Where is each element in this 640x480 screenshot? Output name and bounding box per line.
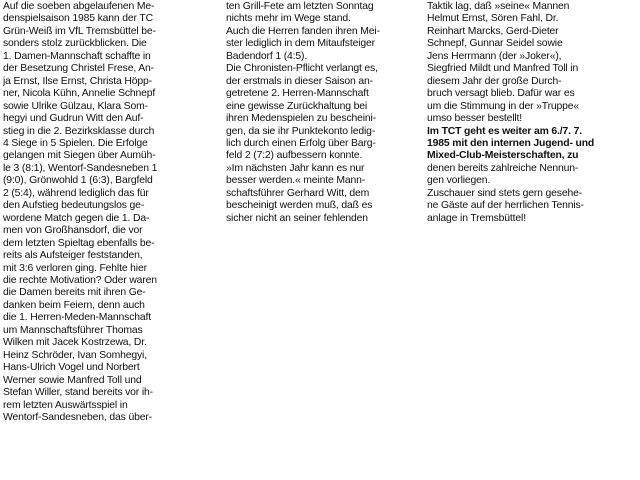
text-line: der Besetzung Christel Frese, An-	[3, 63, 154, 75]
text-line: sonders stolz zurückblicken. Die	[3, 38, 147, 50]
text-line: stieg in die 2. Bezirksklasse durch	[3, 125, 155, 137]
text-line: besser werden.« meinte Mann-	[226, 175, 366, 187]
text-line: die Damen bereits mit ihren Ge-	[3, 287, 146, 299]
text-line: 1985 mit den internen Jugend- und	[427, 137, 595, 149]
text-line: getretene 2. Herren-Mannschaft	[226, 88, 369, 100]
article-column-1	[3, 1, 216, 424]
article-column-2	[226, 1, 434, 225]
text-line: ne Gäste auf der herrlichen Tennis-	[427, 200, 584, 212]
text-line: schaftsführer Gerhard Witt, dem	[226, 187, 370, 199]
text-line: umso besser bestellt!	[427, 113, 523, 125]
text-line: der erstmals in dieser Saison an-	[226, 75, 373, 87]
text-line: rem letzten Auswärtsspiel in	[3, 399, 128, 411]
text-line: Auf die soeben abgelaufenen Me-	[3, 1, 155, 12]
text-line: le 3 (8:1), Wentorf-Sandesneben 1	[3, 162, 158, 174]
text-line: Im TCT geht es weiter am 6./7. 7.	[427, 125, 583, 137]
text-line: ner, Nicola Kühn, Annelie Schnepf	[3, 88, 156, 100]
text-line: Wentorf-Sandesneben, das über-	[3, 411, 152, 423]
text-line: Siegfried Mildt und Manfred Toll in	[427, 63, 579, 75]
text-line: dem letzten Spieltag ebenfalls be-	[3, 237, 155, 249]
text-line: Mixed-Club-Meisterschaften, zu	[427, 150, 579, 162]
text-line: »Im nächsten Jahr kann es nur	[226, 162, 365, 174]
text-line: Die Chronisten-Pflicht verlangt es,	[226, 63, 378, 75]
text-line: sowie Ulrike Gülzau, Klara Som-	[3, 100, 148, 112]
text-line: anlage in Tremsbüttel!	[427, 212, 526, 224]
text-line: wordene Match gegen die 1. Da-	[3, 212, 150, 224]
text-line: Heinz Schröder, Ivan Somhegyi,	[3, 349, 147, 361]
text-line: Reinhart Marcks, Gerd-Dieter	[427, 25, 559, 37]
text-line: bruch versagt blieb. Dafür war es	[427, 88, 575, 100]
text-line: sicher nicht an seiner fehlenden	[226, 212, 368, 224]
text-line: Stefan Willer, stand bereits vor ih-	[3, 387, 153, 399]
text-line: Grün-Weiß im VfL Tremsbüttel be-	[3, 25, 156, 37]
text-line: um Mannschaftsführer Thomas	[3, 324, 143, 336]
text-line: Schnepf, Gunnar Seidel sowie	[427, 38, 563, 50]
text-line: gelangen mit Siegen über Aumüh-	[3, 150, 156, 162]
text-line: hegyi und Gudrun Witt den Auf-	[3, 113, 144, 125]
text-line: Hans-Ulrich Vogel und Norbert	[3, 362, 140, 374]
text-line: die 1. Herren-Meden-Mannschaft	[3, 312, 151, 324]
text-line: Wilken mit Jacek Kostrzewa, Dr.	[3, 337, 147, 349]
text-line: Zuschauer sind stets gern gesehe-	[427, 187, 583, 199]
text-line: diesem Jahr der große Durch-	[427, 75, 562, 87]
text-line: 4 Siege in 5 Spielen. Die Erfolge	[3, 137, 148, 149]
text-line: ten Grill-Fete am letzten Sonntag	[226, 1, 374, 12]
text-line: (9:0), Grönwohld 1 (6:3), Bargfeld	[3, 175, 153, 187]
text-line: lich durch einen Erfolg über Barg-	[226, 137, 376, 149]
text-line: Werner sowie Manfred Toll und	[3, 374, 142, 386]
text-line: denspielsaison 1985 kann der TC	[3, 13, 153, 25]
text-line: danken beim Feiern, denn auch	[3, 299, 145, 311]
text-line: reits als Aufsteiger feststanden,	[3, 250, 143, 262]
text-line: Badendorf 1 (4:5).	[226, 50, 308, 62]
text-line: die rechte Motivation? Oder waren	[3, 274, 157, 286]
text-line: denen bereits zahlreiche Nennun-	[427, 162, 579, 174]
text-line: nichts mehr im Wege stand.	[226, 13, 351, 25]
text-line: 1. Damen-Mannschaft schaffte in	[3, 50, 151, 62]
text-line: eine gewisse Zurückhaltung bei	[226, 100, 368, 112]
text-line: ja Ernst, Ilse Ernst, Christa Höpp-	[3, 75, 152, 87]
text-line: feld 2 (7:2) aufbessern konnte.	[226, 150, 363, 162]
text-line: ster lediglich in dem Mitaufsteiger	[226, 38, 375, 50]
text-line: ihren Medenspielen zu bescheini-	[226, 113, 376, 125]
text-line: bescheinigt werden muß, daß es	[226, 200, 373, 212]
text-line: men von Großhansdorf, die vor	[3, 225, 143, 237]
text-line: um die Stimmung in der »Truppe«	[427, 100, 580, 112]
text-line: Auch die Herren fanden ihren Mei-	[226, 25, 380, 37]
text-line: Taktik lag, daß »seine« Mannen	[427, 1, 570, 12]
text-line: Jens Herrmann (der »Joker«),	[427, 50, 562, 62]
text-line: gen, da sie ihr Punktekonto ledig-	[226, 125, 376, 137]
text-line: mit 3:6 verloren ging. Fehlte hier	[3, 262, 147, 274]
text-line: den Aufstieg bedeutungslos ge-	[3, 200, 145, 212]
text-line: gen vorliegen.	[427, 175, 491, 187]
article-column-3	[427, 1, 637, 225]
text-line: 2 (5:4), während lediglich das für	[3, 187, 149, 199]
text-line: Helmut Ernst, Sören Fahl, Dr.	[427, 13, 559, 25]
